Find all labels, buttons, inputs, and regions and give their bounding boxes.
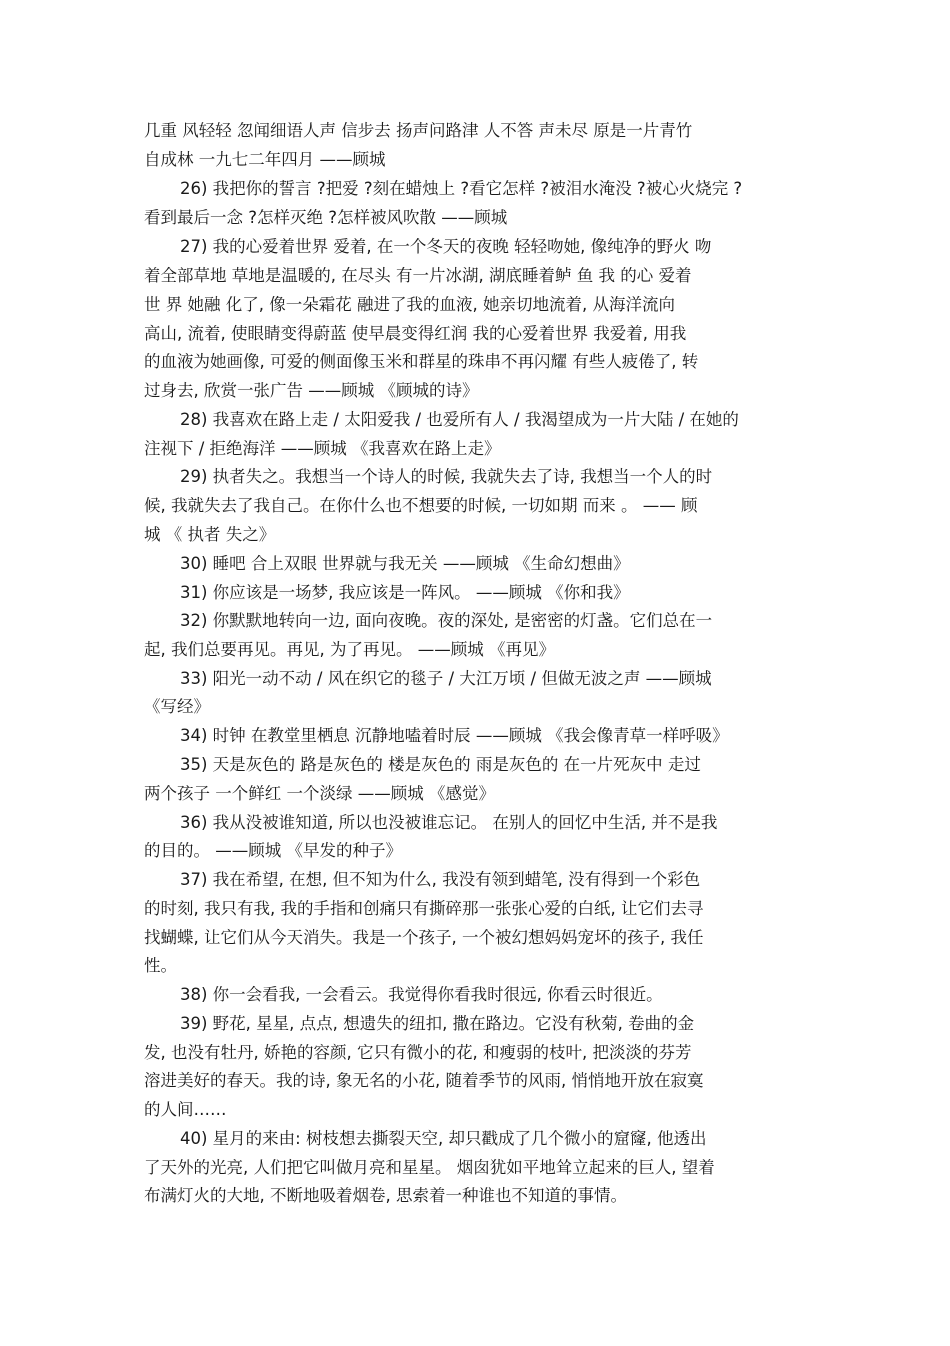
text-line: 34) 时钟 在教堂里栖息 沉静地嗑着时辰 ——顾城 《我会像青草一样呼吸》 — [180, 726, 729, 745]
text-line: 37) 我在希望, 在想, 但不知为什么, 我没有领到蜡笔, 没有得到一个彩色 — [180, 870, 701, 889]
text-line: 32) 你默默地转向一边, 面向夜晚。夜的深处, 是密密的灯盏。它们总在一 — [180, 611, 713, 630]
text-line: 世 界 她融 化了, 像一朵霜花 融进了我的血液, 她亲切地流着, 从海洋流向 — [144, 295, 675, 314]
text-line: 性。 — [144, 956, 177, 975]
text-line: 城 《 执者 失之》 — [144, 525, 276, 544]
text-line: 38) 你一会看我, 一会看云。我觉得你看我时很远, 你看云时很近。 — [180, 985, 663, 1004]
text-line: 高山, 流着, 使眼睛变得蔚蓝 使早晨变得红润 我的心爱着世界 我爱着, 用我 — [144, 324, 687, 343]
text-line: 的人间…… — [144, 1100, 227, 1119]
text-line: 30) 睡吧 合上双眼 世界就与我无关 ——顾城 《生命幻想曲》 — [180, 554, 630, 573]
text-line: 40) 星月的来由: 树枝想去撕裂天空, 却只戳成了几个微小的窟窿, 他透出 — [180, 1129, 707, 1148]
text-line: 的血液为她画像, 可爱的侧面像玉米和群星的珠串不再闪耀 有些人疲倦了, 转 — [144, 352, 699, 371]
text-line: 着全部草地 草地是温暖的, 在尽头 有一片冰湖, 湖底睡着鲈 鱼 我 的心 爱着 — [144, 266, 692, 285]
text-line: 找蝴蝶, 让它们从今天消失。我是一个孩子, 一个被幻想妈妈宠坏的孩子, 我任 — [144, 928, 704, 947]
text-line: 33) 阳光一动不动 / 风在织它的毯子 / 大江万顷 / 但做无波之声 ——顾城 — [180, 669, 712, 688]
text-line: 过身去, 欣赏一张广告 ——顾城 《顾城的诗》 — [144, 381, 479, 400]
text-line: 27) 我的心爱着世界 爱着, 在一个冬天的夜晚 轻轻吻她, 像纯净的野火 吻 — [180, 237, 712, 256]
text-line: 候, 我就失去了我自己。在你什么也不想要的时候, 一切如期 而来 。 —— 顾 — [144, 496, 698, 515]
text-line: 发, 也没有牡丹, 娇艳的容颜, 它只有微小的花, 和瘦弱的枝叶, 把淡淡的芬芳 — [144, 1043, 692, 1062]
text-line: 的目的。 ——顾城 《早发的种子》 — [144, 841, 402, 860]
text-line: 35) 天是灰色的 路是灰色的 楼是灰色的 雨是灰色的 在一片死灰中 走过 — [180, 755, 701, 774]
text-line: 自成林 一九七二年四月 ——顾城 — [144, 150, 386, 169]
text-line: 溶进美好的春天。我的诗, 象无名的小花, 随着季节的风雨, 悄悄地开放在寂寞 — [144, 1071, 704, 1090]
text-line: 两个孩子 一个鲜红 一个淡绿 ——顾城 《感觉》 — [144, 784, 495, 803]
text-line: 的时刻, 我只有我, 我的手指和创痛只有撕碎那一张张心爱的白纸, 让它们去寻 — [144, 899, 704, 918]
text-line: 注视下 / 拒绝海洋 ——顾城 《我喜欢在路上走》 — [144, 439, 501, 458]
text-line: 了天外的光亮, 人们把它叫做月亮和星星。 烟囱犹如平地耸立起来的巨人, 望着 — [144, 1158, 715, 1177]
text-line: 28) 我喜欢在路上走 / 太阳爱我 / 也爱所有人 / 我渴望成为一片大陆 / 在她的 — [180, 410, 739, 429]
text-line: 几重 风轻轻 忽闻细语人声 信步去 扬声问路津 人不答 声未尽 原是一片青竹 — [144, 121, 693, 140]
text-line: 布满灯火的大地, 不断地吸着烟卷, 思索着一种谁也不知道的事情。 — [144, 1186, 627, 1205]
text-line: 31) 你应该是一场梦, 我应该是一阵风。 ——顾城 《你和我》 — [180, 583, 630, 602]
text-line: 39) 野花, 星星, 点点, 想遗失的纽扣, 撒在路边。它没有秋菊, 卷曲的金 — [180, 1014, 695, 1033]
text-line: 26) 我把你的誓言 ?把爱 ?刻在蜡烛上 ?看它怎样 ?被泪水淹没 ?被心火烧完 ? — [180, 179, 743, 198]
text-line: 29) 执者失之。我想当一个诗人的时候, 我就失去了诗, 我想当一个人的时 — [180, 467, 713, 486]
text-line: 起, 我们总要再见。再见, 为了再见。 ——顾城 《再见》 — [144, 640, 555, 659]
text-line: 36) 我从没被谁知道, 所以也没被谁忘记。 在别人的回忆中生活, 并不是我 — [180, 813, 718, 832]
text-line: 看到最后一念 ?怎样灭绝 ?怎样被风吹散 ——顾城 — [144, 208, 508, 227]
text-line: 《写经》 — [144, 697, 210, 716]
